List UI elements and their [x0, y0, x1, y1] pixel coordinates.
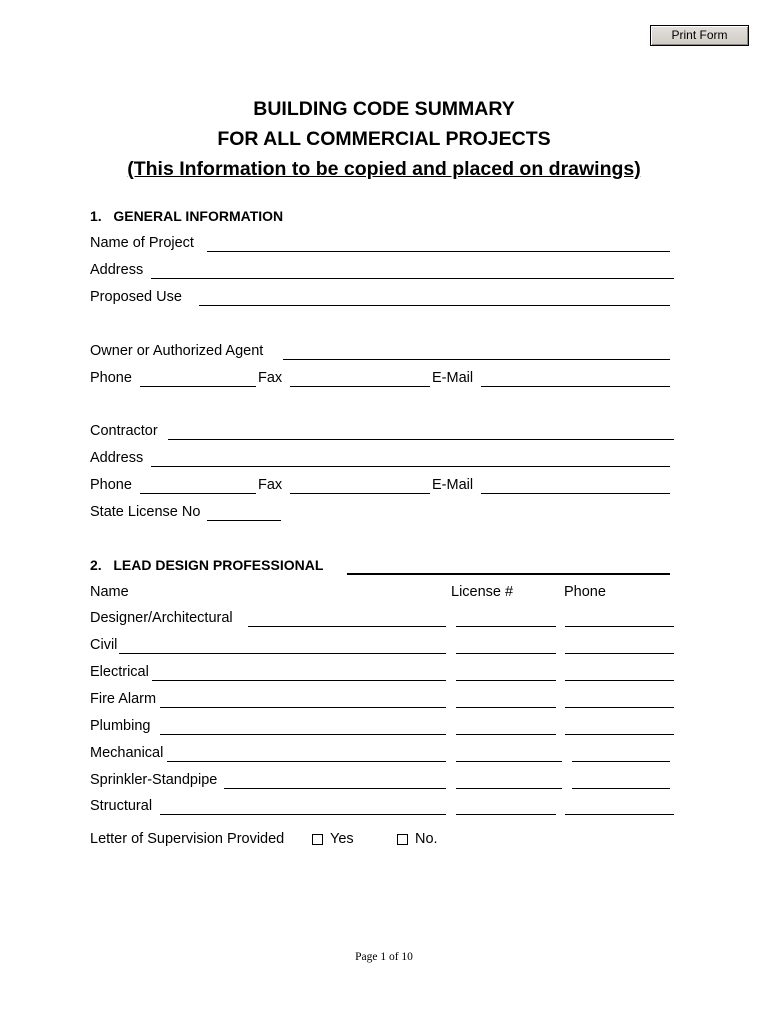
row-label-designer: Designer/Architectural — [90, 610, 233, 626]
owner-email-label: E-Mail — [432, 370, 474, 386]
fire-alarm-name-field[interactable] — [160, 707, 446, 708]
row-label-mechanical: Mechanical — [90, 745, 164, 761]
mechanical-name-field[interactable] — [167, 761, 446, 762]
col-license-header: License # — [451, 584, 514, 600]
section2-heading: 2. LEAD DESIGN PROFESSIONAL — [90, 557, 324, 573]
supervision-label: Letter of Supervision Provided — [90, 831, 285, 847]
form-title-line2: FOR ALL COMMERCIAL PROJECTS — [217, 128, 551, 150]
civil-license-field[interactable] — [456, 653, 556, 654]
name-of-project-label: Name of Project — [90, 235, 194, 251]
contractor-field[interactable] — [168, 439, 674, 440]
address-field[interactable] — [151, 278, 674, 279]
sprinkler-license-field[interactable] — [456, 788, 562, 789]
contractor-fax-field[interactable] — [290, 493, 430, 494]
owner-field[interactable] — [283, 359, 670, 360]
electrical-phone-field[interactable] — [565, 680, 674, 681]
supervision-yes-checkbox[interactable] — [312, 834, 323, 845]
contractor-address-label: Address — [90, 450, 144, 466]
structural-license-field[interactable] — [456, 814, 556, 815]
contractor-phone-field[interactable] — [140, 493, 256, 494]
row-label-sprinkler: Sprinkler-Standpipe — [90, 772, 218, 788]
address-label: Address — [90, 262, 144, 278]
proposed-use-field[interactable] — [199, 305, 670, 306]
owner-fax-label: Fax — [258, 370, 283, 386]
row-label-electrical: Electrical — [90, 664, 149, 680]
mechanical-phone-field[interactable] — [572, 761, 670, 762]
state-license-field[interactable] — [207, 520, 281, 521]
form-subtitle — [0, 158, 768, 181]
owner-label: Owner or Authorized Agent — [90, 343, 264, 359]
form-subtitle-text: (This Information to be copied and placed on drawings) — [127, 158, 641, 180]
supervision-no-label: No. — [415, 831, 438, 847]
owner-fax-field[interactable] — [290, 386, 430, 387]
civil-phone-field[interactable] — [565, 653, 674, 654]
owner-email-field[interactable] — [481, 386, 670, 387]
row-label-fire-alarm: Fire Alarm — [90, 691, 157, 707]
sprinkler-name-field[interactable] — [224, 788, 446, 789]
state-license-label: State License No — [90, 504, 201, 520]
contractor-email-label: E-Mail — [432, 477, 474, 493]
col-phone-header: Phone — [564, 584, 606, 600]
mechanical-license-field[interactable] — [456, 761, 562, 762]
plumbing-name-field[interactable] — [160, 734, 446, 735]
owner-phone-field[interactable] — [140, 386, 256, 387]
name-of-project-field[interactable] — [207, 251, 670, 252]
proposed-use-label: Proposed Use — [90, 289, 182, 305]
contractor-address-field[interactable] — [151, 466, 670, 467]
fire-alarm-phone-field[interactable] — [565, 707, 674, 708]
designer-name-field[interactable] — [248, 626, 446, 627]
row-label-structural: Structural — [90, 798, 153, 814]
lead-design-professional-field[interactable] — [347, 573, 670, 575]
print-form-button[interactable]: Print Form — [650, 25, 749, 46]
row-label-civil: Civil — [90, 637, 118, 653]
electrical-license-field[interactable] — [456, 680, 556, 681]
contractor-email-field[interactable] — [481, 493, 670, 494]
row-label-plumbing: Plumbing — [90, 718, 151, 734]
contractor-phone-label: Phone — [90, 477, 132, 493]
section1-heading: 1. GENERAL INFORMATION — [90, 208, 284, 224]
electrical-name-field[interactable] — [152, 680, 446, 681]
civil-name-field[interactable] — [119, 653, 446, 654]
designer-phone-field[interactable] — [565, 626, 674, 627]
form-title-line1: BUILDING CODE SUMMARY — [253, 98, 515, 120]
supervision-yes-label: Yes — [330, 831, 354, 847]
contractor-label: Contractor — [90, 423, 158, 439]
sprinkler-phone-field[interactable] — [572, 788, 670, 789]
structural-name-field[interactable] — [160, 814, 446, 815]
fire-alarm-license-field[interactable] — [456, 707, 556, 708]
structural-phone-field[interactable] — [565, 814, 674, 815]
contractor-fax-label: Fax — [258, 477, 283, 493]
designer-license-field[interactable] — [456, 626, 556, 627]
plumbing-license-field[interactable] — [456, 734, 556, 735]
page-number: Page 1 of 10 — [355, 951, 413, 963]
owner-phone-label: Phone — [90, 370, 132, 386]
col-name-header: Name — [90, 584, 129, 600]
supervision-no-checkbox[interactable] — [397, 834, 408, 845]
plumbing-phone-field[interactable] — [565, 734, 674, 735]
